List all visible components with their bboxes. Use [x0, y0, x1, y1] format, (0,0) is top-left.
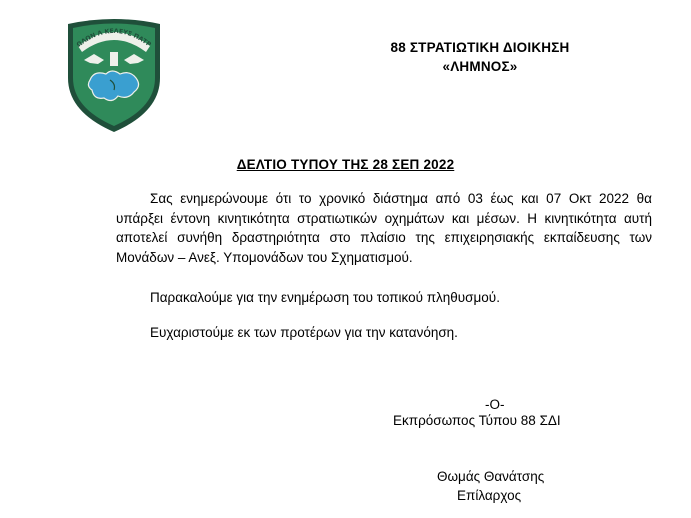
- header-unit: 88 ΣΤΡΑΤΙΩΤΙΚΗ ΔΙΟΙΚΗΣΗ: [390, 40, 570, 55]
- emblem-motto: ΩΛΩΝ Λ ΚΕΛΕΥΣ ΠΑΤΡ: [75, 27, 153, 49]
- unit-emblem-icon: [64, 16, 164, 134]
- header-unit-name: «ΛΗΜΝΟΣ»: [442, 59, 518, 74]
- signature-role: Εκπρόσωπος Τύπου 88 ΣΔΙ: [393, 413, 561, 428]
- signature-rank: Επίλαρχος: [457, 488, 522, 503]
- paragraph-request: Παρακαλούμε για την ενημέρωση του τοπικού πληθυσμού.: [150, 290, 500, 305]
- document-header: [380, 38, 580, 76]
- unit-emblem: [64, 16, 164, 134]
- center-column-icon: [110, 52, 118, 66]
- press-release-title: ΔΕΛΤΙΟ ΤΥΠΟΥ ΤΗΣ 28 ΣΕΠ 2022: [236, 157, 455, 172]
- signature-mark: -Ο-: [485, 397, 505, 412]
- paragraph-announcement: Σας ενημερώνουμε ότι το χρονικό διάστημα από 03 έως και 07 Οκτ 2022 θα υπάρξει έντονη κινητικότητα στρατιωτικών οχημάτων και μέσων. Η κινητικότητα αυτή αποτελεί συνήθη δραστηριότητα στο πλαίσιο της επιχειρησιακής εκπαίδευσης των Μονάδων – Ανεξ. Υπομονάδων του Σχηματισμού.: [116, 191, 652, 265]
- signature-name: Θωμάς Θανάτσης: [437, 469, 545, 484]
- paragraph-thanks: Ευχαριστούμε εκ των προτέρων για την κατανόηση.: [150, 325, 458, 340]
